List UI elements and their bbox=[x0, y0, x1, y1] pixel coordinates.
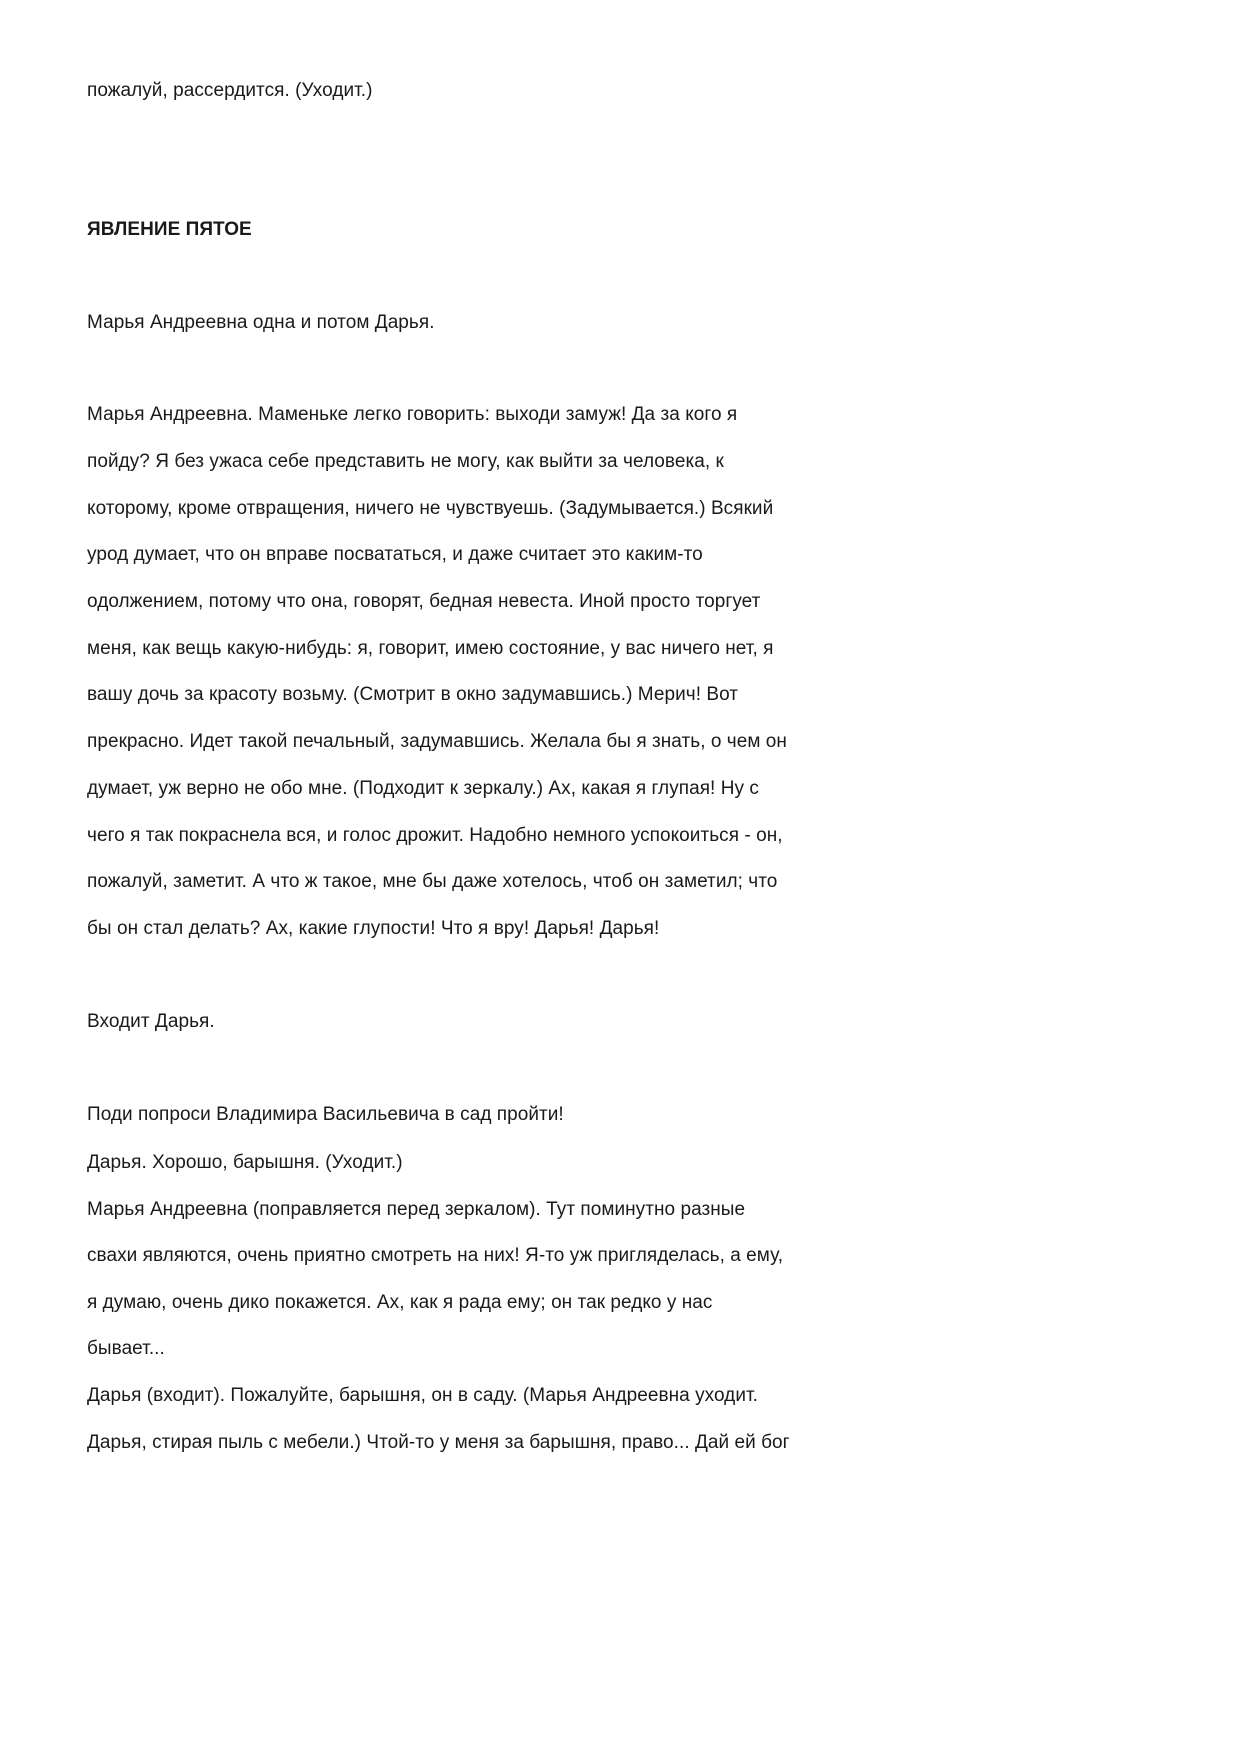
text-line: бывает... bbox=[87, 1338, 165, 1359]
text-line: пойду? Я без ужаса себе представить не могу, как выйти за человека, к bbox=[87, 451, 724, 472]
text-line: чего я так покраснела вся, и голос дрожит. Надобно немного успокоиться - он, bbox=[87, 825, 783, 846]
text-line: одолжением, потому что она, говорят, бедная невеста. Иной просто торгует bbox=[87, 591, 761, 612]
text-line: которому, кроме отвращения, ничего не чувствуешь. (Задумывается.) Всякий bbox=[87, 498, 774, 519]
text-line: думает, уж верно не обо мне. (Подходит к зеркалу.) Ах, какая я глупая! Ну с bbox=[87, 778, 759, 799]
text-line: урод думает, что он вправе посвататься, и даже считает это каким-то bbox=[87, 544, 703, 565]
text-line: меня, как вещь какую-нибудь: я, говорит, имею состояние, у вас ничего нет, я bbox=[87, 638, 774, 659]
text-line: свахи являются, очень приятно смотреть на них! Я-то уж пригляделась, а ему, bbox=[87, 1245, 784, 1266]
text-line: вашу дочь за красоту возьму. (Смотрит в окно задумавшись.) Мерич! Вот bbox=[87, 684, 739, 705]
scene-heading: ЯВЛЕНИЕ ПЯТОЕ bbox=[87, 219, 252, 240]
text-line: прекрасно. Идет такой печальный, задумавшись. Желала бы я знать, о чем он bbox=[87, 731, 787, 752]
text-line: Поди попроси Владимира Васильевича в сад пройти! bbox=[87, 1104, 564, 1125]
text-line: пожалуй, заметит. А что ж такое, мне бы даже хотелось, чтоб он заметил; что bbox=[87, 871, 778, 892]
text-line: пожалуй, рассердится. (Уходит.) bbox=[87, 80, 373, 101]
text-line: Дарья (входит). Пожалуйте, барышня, он в саду. (Марья Андреевна уходит. bbox=[87, 1385, 758, 1406]
text-line: Марья Андреевна (поправляется перед зеркалом). Тут поминутно разные bbox=[87, 1199, 746, 1220]
text-line: Дарья, стирая пыль с мебели.) Чтой-то у меня за барышня, право... Дай ей бог bbox=[87, 1432, 790, 1453]
stage-direction: Входит Дарья. bbox=[87, 1011, 215, 1032]
text-line: бы он стал делать? Ах, какие глупости! Что я вру! Дарья! Дарья! bbox=[87, 918, 660, 939]
stage-direction: Марья Андреевна одна и потом Дарья. bbox=[87, 312, 435, 333]
text-line: Марья Андреевна. Маменьке легко говорить: выходи замуж! Да за кого я bbox=[87, 404, 738, 425]
text-line: я думаю, очень дико покажется. Ах, как я рада ему; он так редко у нас bbox=[87, 1292, 713, 1313]
text-line: Дарья. Хорошо, барышня. (Уходит.) bbox=[87, 1152, 403, 1173]
